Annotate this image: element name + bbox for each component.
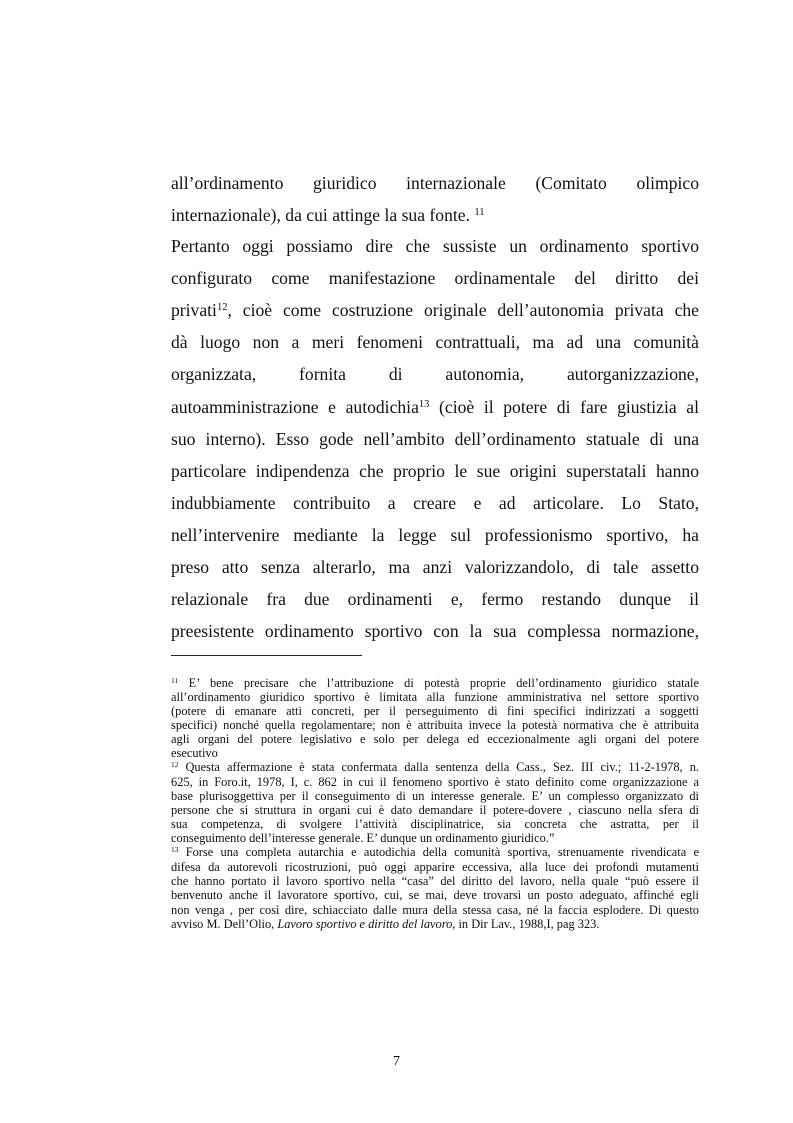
footnote-12-line: sua competenza, di svolgere l’attività disciplinatrice, sia concreta che astratta, per il xyxy=(171,817,699,831)
text-line: Pertanto oggi possiamo dire che sussiste un ordinamento sportivo xyxy=(171,236,699,256)
footnote-12-line: 625, in Foro.it, 1978, I, c. 862 in cui il fenomeno sportivo è stato definito come organizzazione a xyxy=(171,775,699,789)
footnote-11-line: all’ordinamento giuridico sportivo è limitata alla funzione amministrativa nel settore sportivo xyxy=(171,690,699,704)
footnote-separator xyxy=(171,655,362,656)
footnote-ref-11[interactable]: 11 xyxy=(474,207,485,219)
footnote-13-line: difesa da autorevoli ricostruzioni, può oggi apparire eccessiva, alla luce dei profondi mutamenti xyxy=(171,860,699,874)
footnote-11-line: agli organi del potere legislativo e solo per delega ed eccezionalmente agli organi del potere xyxy=(171,732,699,746)
footnote-11-line: (potere di emanare atti concreti, per il perseguimento di fini specifici indirizzati a soggetti xyxy=(171,704,699,718)
footnote-11-line: esecutivo xyxy=(171,746,218,760)
footnote-13-line: che hanno portato il lavoro sportivo nella “casa” del diritto del lavoro, nella quale “può essere il xyxy=(171,874,699,888)
text-line: relazionale fra due ordinamenti e, fermo restando dunque il xyxy=(171,589,699,609)
footnote-12-line: $^{12}$ Questa affermazione è stata confermata dalla sentenza della Cass., Sez. III civ.; 11-2-1978, n. xyxy=(171,759,699,774)
footnote-13-line: $^{13}$ Forse una completa autarchia e autodichia della comunità sportiva, strenuamente rivendicata e xyxy=(171,844,699,859)
text-line: nell’intervenire mediante la legge sul professionismo sportivo, ha xyxy=(171,525,699,545)
text-line: configurato come manifestazione ordinamentale del diritto dei xyxy=(171,268,699,288)
text-line: internazionale), da cui attinge la sua fonte. $^{11}$ xyxy=(171,205,485,225)
footnote-ref-13[interactable]: 13 xyxy=(418,399,430,411)
text-line: organizzata, fornita di autonomia, autorganizzazione, xyxy=(171,364,699,384)
footnote-13-line: non venga , per così dire, schiacciato dalle mura della stessa casa, né la faccia esplodere. Di questo xyxy=(171,903,699,917)
text-line: all’ordinamento giuridico internazionale (Comitato olimpico xyxy=(171,173,699,193)
footnote-12-line: conseguimento dell’interesse generale. E’ dunque un ordinamento giuridico.” xyxy=(171,831,555,845)
text-line: particolare indipendenza che proprio le sue origini superstatali hanno xyxy=(171,461,699,481)
footnote-12-line: base plurisoggettiva per il conseguimento di un interesse generale. E’ un complesso organizzato di xyxy=(171,789,699,803)
text-line: preso atto senza alterarlo, ma anzi valorizzandolo, di tale assetto xyxy=(171,557,699,577)
text-line: dà luogo non a meri fenomeni contrattuali, ma ad una comunità xyxy=(171,332,699,352)
footnote-11-line: specifici) nonché quella regolamentare; non è attribuita invece la potestà normativa che è attribuita xyxy=(171,718,699,732)
footnote-ref-12[interactable]: 12 xyxy=(216,302,228,314)
text-line: suo interno). Esso gode nell’ambito dell’ordinamento statuale di una xyxy=(171,429,699,449)
footnote-13-line: avviso M. Dell’Olio, Lavoro sportivo e diritto del lavoro, in Dir Lav., 1988,I, pag 323. xyxy=(171,917,600,931)
text-line: privati$^{12}$, cioè come costruzione originale dell’autonomia privata che xyxy=(171,300,699,320)
text-line: preesistente ordinamento sportivo con la sua complessa normazione, xyxy=(171,621,699,641)
text-line: indubbiamente contribuito a creare e ad articolare. Lo Stato, xyxy=(171,493,699,513)
footnote-11-line: $^{11}$ E’ bene precisare che l’attribuzione di potestà proprie dell’ordinamento giuridico statale xyxy=(171,675,699,690)
footnote-12-line: persone che si struttura in organi cui è dato demandare il potere-dovere , ciascuno nella sfera di xyxy=(171,803,699,817)
page-number: 7 xyxy=(393,1054,400,1069)
text-line: autoamministrazione e autodichia$^{13}$ (cioè il potere di fare giustizia al xyxy=(171,397,699,417)
footnote-13-line: benvenuto anche il lavoratore sportivo, cui, se mai, deve trovarsi un posto adeguato, affinché egli xyxy=(171,888,699,902)
cited-work-title: Lavoro sportivo e diritto del lavoro xyxy=(277,917,453,931)
